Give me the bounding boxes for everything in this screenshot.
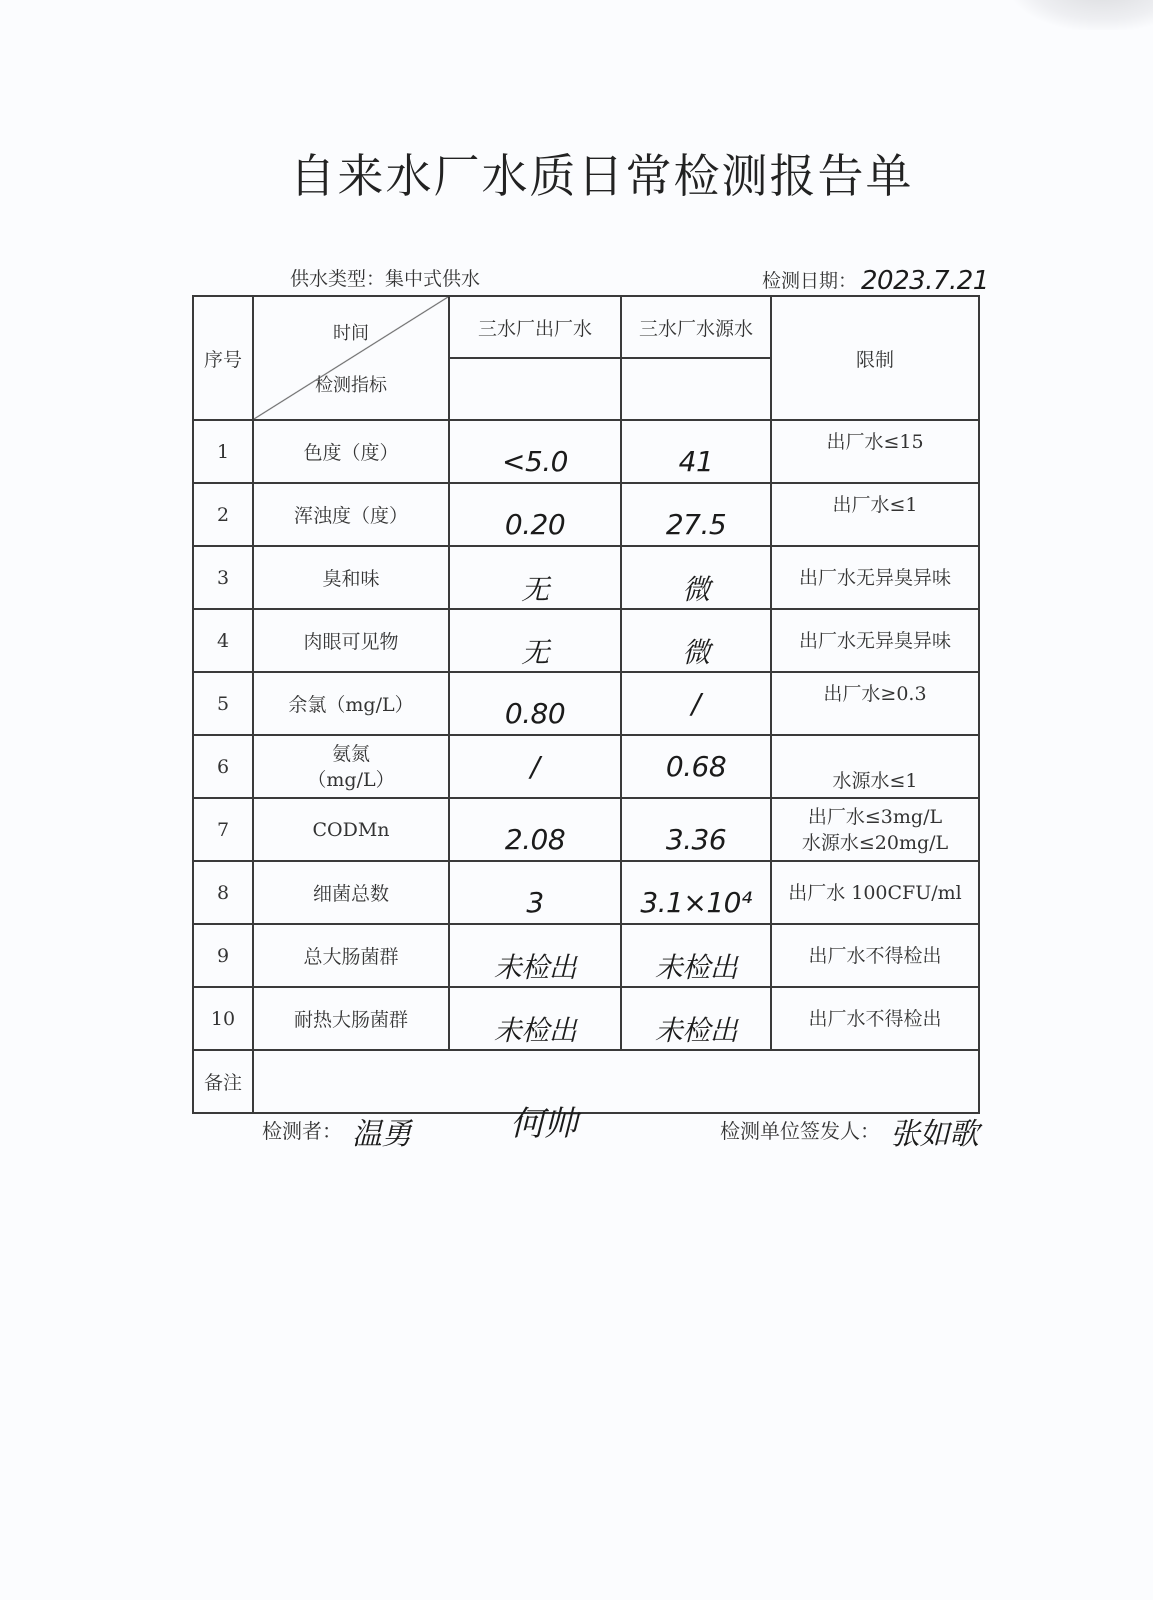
header-col-a-sub xyxy=(449,358,621,420)
row-value-a xyxy=(449,798,621,861)
row-value-a xyxy=(449,483,621,546)
row-indicator: 肉眼可见物 xyxy=(253,609,449,672)
limit-line1: 出厂水≤3mg/L xyxy=(807,805,943,828)
row-limit xyxy=(771,735,979,798)
row-value-b xyxy=(621,735,771,798)
value-b-text: 3.36 xyxy=(665,823,727,856)
value-a-text: 2.08 xyxy=(504,823,566,856)
header-col-b: 三水厂水源水 xyxy=(621,296,771,358)
row-seq: 5 xyxy=(193,672,253,735)
row-value-a xyxy=(449,546,621,609)
row-value-a xyxy=(449,735,621,798)
row-value-b xyxy=(621,609,771,672)
row-value-a xyxy=(449,861,621,924)
row-value-a xyxy=(449,672,621,735)
supply-type-value: 集中式供水 xyxy=(385,268,481,290)
row-value-a xyxy=(449,420,621,483)
indicator-line2: （mg/L） xyxy=(307,768,395,791)
table-row xyxy=(193,546,979,609)
row-limit xyxy=(771,483,979,546)
table-row xyxy=(193,483,979,546)
tester xyxy=(262,1103,411,1152)
row-value-a xyxy=(449,924,621,987)
value-a-text: 0.80 xyxy=(504,697,566,730)
tester-second xyxy=(510,1096,577,1145)
row-indicator: 色度（度） xyxy=(253,420,449,483)
row-limit xyxy=(771,420,979,483)
row-seq: 1 xyxy=(193,420,253,483)
tester-signature-1: 温勇 xyxy=(352,1117,411,1152)
header-col-b-sub xyxy=(621,358,771,420)
row-seq: 9 xyxy=(193,924,253,987)
row-indicator: 耐热大肠菌群 xyxy=(253,987,449,1050)
value-b-text: 微 xyxy=(682,635,710,669)
row-indicator: 细菌总数 xyxy=(253,861,449,924)
row-limit xyxy=(771,546,979,609)
table-row xyxy=(193,924,979,987)
value-a-text: / xyxy=(530,750,540,783)
indicator-line1: 氨氮 xyxy=(331,742,370,765)
test-date xyxy=(762,264,989,294)
row-seq: 2 xyxy=(193,483,253,546)
remark-label: 备注 xyxy=(193,1050,253,1113)
supply-type xyxy=(290,264,480,291)
supply-type-label: 供水类型： xyxy=(290,268,386,290)
limit-text: 出厂水不得检出 xyxy=(808,944,942,967)
row-value-b xyxy=(621,987,771,1050)
limit-line2: 水源水≤20mg/L xyxy=(801,831,949,854)
row-seq: 7 xyxy=(193,798,253,861)
tester-label: 检测者： xyxy=(262,1119,342,1143)
row-value-a xyxy=(449,609,621,672)
row-limit xyxy=(771,609,979,672)
row-value-b xyxy=(621,861,771,924)
value-a-text: 未检出 xyxy=(493,1013,577,1047)
issuer xyxy=(720,1103,979,1152)
row-indicator: 余氯（mg/L） xyxy=(253,672,449,735)
issuer-label: 检测单位签发人： xyxy=(720,1119,880,1143)
row-indicator: CODMn xyxy=(253,798,449,861)
value-b-text: 41 xyxy=(678,445,714,478)
value-a-text: 无 xyxy=(521,635,549,669)
value-b-text: 微 xyxy=(682,572,710,606)
row-value-b xyxy=(621,672,771,735)
header-diagonal-cell xyxy=(253,296,449,420)
header-col-a: 三水厂出厂水 xyxy=(449,296,621,358)
row-limit xyxy=(771,798,979,861)
value-b-text: 未检出 xyxy=(654,950,738,984)
water-quality-table xyxy=(192,295,980,1114)
limit-text: 出厂水≥0.3 xyxy=(823,682,927,705)
value-b-text: 3.1×10⁴ xyxy=(640,886,752,919)
row-seq: 8 xyxy=(193,861,253,924)
row-value-b xyxy=(621,798,771,861)
row-indicator xyxy=(253,735,449,798)
value-a-text: <5.0 xyxy=(502,445,568,478)
limit-text: 出厂水≤1 xyxy=(832,493,918,516)
limit-text: 出厂水不得检出 xyxy=(808,1007,942,1030)
value-a-text: 未检出 xyxy=(493,950,577,984)
value-a-text: 无 xyxy=(521,572,549,606)
row-value-a xyxy=(449,987,621,1050)
report-title: 自来水厂水质日常检测报告单 xyxy=(289,149,914,203)
row-indicator: 总大肠菌群 xyxy=(253,924,449,987)
header-seq: 序号 xyxy=(193,296,253,420)
value-a-text: 0.20 xyxy=(504,508,566,541)
limit-text: 出厂水无异臭异味 xyxy=(798,629,951,652)
header-indicator: 检测指标 xyxy=(315,375,387,396)
row-limit xyxy=(771,861,979,924)
limit-text: 出厂水 100CFU/ml xyxy=(788,881,962,904)
row-seq: 10 xyxy=(193,987,253,1050)
table-row xyxy=(193,798,979,861)
table-row xyxy=(193,420,979,483)
row-indicator: 浑浊度（度） xyxy=(253,483,449,546)
issuer-signature: 张如歌 xyxy=(890,1117,979,1152)
row-value-b xyxy=(621,546,771,609)
table-row xyxy=(193,987,979,1050)
limit-text: 出厂水无异臭异味 xyxy=(798,566,951,589)
row-limit xyxy=(771,987,979,1050)
table-row xyxy=(193,609,979,672)
value-a-text: 3 xyxy=(526,886,544,919)
row-seq: 6 xyxy=(193,735,253,798)
row-value-b xyxy=(621,924,771,987)
row-indicator: 臭和味 xyxy=(253,546,449,609)
value-b-text: / xyxy=(691,687,701,720)
value-b-text: 0.68 xyxy=(665,750,727,783)
row-seq: 3 xyxy=(193,546,253,609)
test-date-label: 检测日期： xyxy=(762,270,858,292)
table-row xyxy=(193,672,979,735)
header-row xyxy=(193,296,979,358)
scan-shadow xyxy=(1013,0,1153,30)
value-b-text: 未检出 xyxy=(654,1013,738,1047)
row-value-b xyxy=(621,483,771,546)
value-b-text: 27.5 xyxy=(665,508,727,541)
table-row xyxy=(193,735,979,798)
table-row xyxy=(193,861,979,924)
limit-text: 水源水≤1 xyxy=(832,769,918,792)
row-seq: 4 xyxy=(193,609,253,672)
row-limit xyxy=(771,924,979,987)
tester-signature-2: 何帅 xyxy=(510,1104,577,1144)
header-limit: 限制 xyxy=(771,296,979,420)
test-date-value: 2023.7.21 xyxy=(861,266,989,296)
row-limit xyxy=(771,672,979,735)
limit-text: 出厂水≤15 xyxy=(826,430,924,453)
header-time: 时间 xyxy=(333,323,369,344)
row-value-b xyxy=(621,420,771,483)
